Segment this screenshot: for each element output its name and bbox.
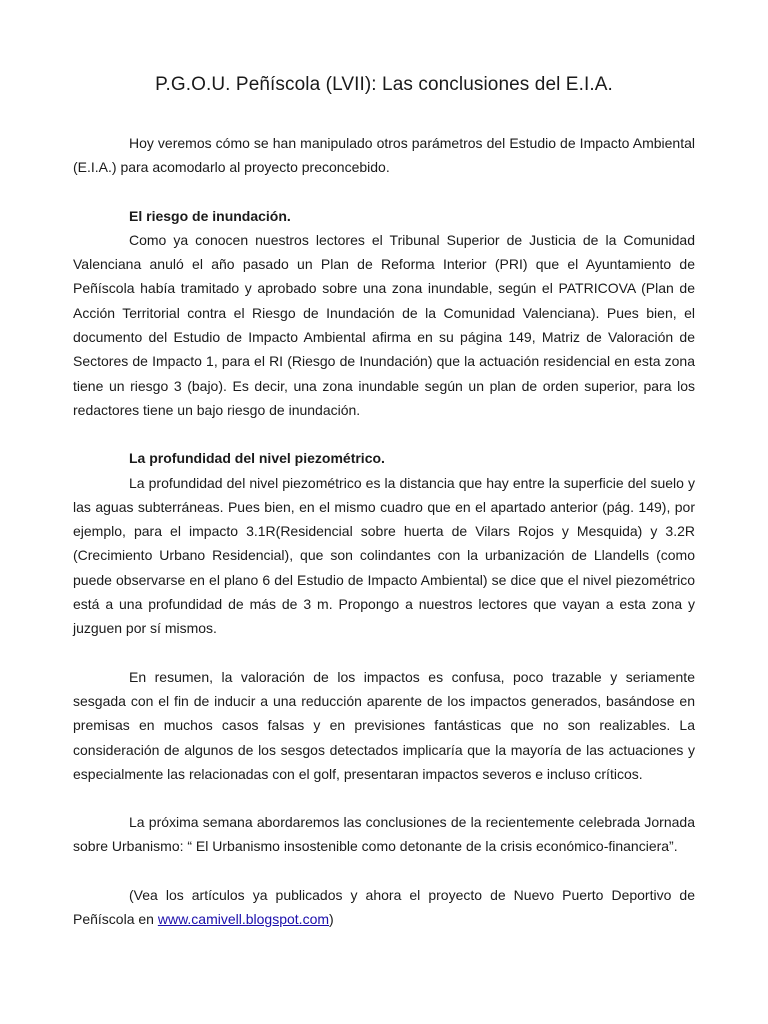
paragraph-spacer bbox=[73, 859, 695, 883]
paragraph-spacer bbox=[73, 786, 695, 810]
footer-paragraph bbox=[73, 883, 695, 932]
summary-paragraph: En resumen, la valoración de los impactos es confusa, poco trazable y seriamente sesgada con el fin de inducir a una reducción aparente de los impactos generados, basándose en premisas en muchos casos falsas y en previsiones fantásticas que no son realizables. La consideración de algunos de los sesgos detectados implicaría que la mayoría de las actuaciones y especialmente las relacionadas con el golf, presentaran impactos severos e incluso críticos. bbox=[73, 668, 695, 782]
next-week-paragraph: La próxima semana abordaremos las conclusiones de la recientemente celebrada Jornada sobre Urbanismo: “ El Urbanismo insostenible como detonante de la crisis económico-financiera”. bbox=[73, 814, 695, 855]
article-body bbox=[73, 131, 695, 931]
page-title: P.G.O.U. Peñíscola (LVII): Las conclusiones del E.I.A. bbox=[155, 74, 613, 95]
paragraph-spacer bbox=[73, 180, 695, 204]
section-heading-piezometric: La profundidad del nivel piezométrico. bbox=[129, 450, 385, 467]
piezometric-paragraph: La profundidad del nivel piezométrico es la distancia que hay entre la superficie del suelo y las aguas subterráneas. Pues bien, en el mismo cuadro que en el apartado anterior (pág. 149), por ejemplo, para el impacto 3.1R(Residencial sobre huerta de Vilars Rojos y Mesquida) y 3.2R (Crecimiento Urbano Residencial), que son colindantes con la urbanización de Llandells (como puede observarse en el plano 6 del Estudio de Impacto Ambiental) se dice que el nivel piezométrico está a una profundidad de más de 3 m. Propongo a nuestros lectores que vayan a esta zona y juzguen por sí mismos. bbox=[73, 474, 695, 637]
footer-prefix: (Vea los artículos ya publicados y ahora el proyecto de Nuevo Puerto Deportivo de Peñíscola en bbox=[73, 886, 695, 928]
footer-suffix: ) bbox=[329, 911, 334, 928]
intro-paragraph: Hoy veremos cómo se han manipulado otros parámetros del Estudio de Impacto Ambiental (E.I.A.) para acomodarlo al proyecto preconcebido. bbox=[73, 135, 695, 176]
paragraph-spacer bbox=[73, 422, 695, 446]
paragraph-spacer bbox=[73, 641, 695, 665]
flood-risk-paragraph: Como ya conocen nuestros lectores el Tribunal Superior de Justicia de la Comunidad Valenciana anuló el año pasado un Plan de Reforma Interior (PRI) que el Ayuntamiento de Peñíscola había tramitado y aprobado sobre una zona inundable, según el PATRICOVA (Plan de Acción Territorial contra el Riesgo de Inundación de la Comunidad Valenciana). Pues bien, el documento del Estudio de Impacto Ambiental afirma en su página 149, Matriz de Valoración de Sectores de Impacto 1, para el RI (Riesgo de Inundación) que la actuación residencial en esta zona tiene un riesgo 3 (bajo). Es decir, una zona inundable según un plan de orden superior, para los redactores tiene un bajo riesgo de inundación. bbox=[73, 231, 695, 418]
blog-link[interactable]: www.camivell.blogspot.com bbox=[157, 911, 330, 928]
section-heading-flood-risk: El riesgo de inundación. bbox=[129, 207, 291, 224]
